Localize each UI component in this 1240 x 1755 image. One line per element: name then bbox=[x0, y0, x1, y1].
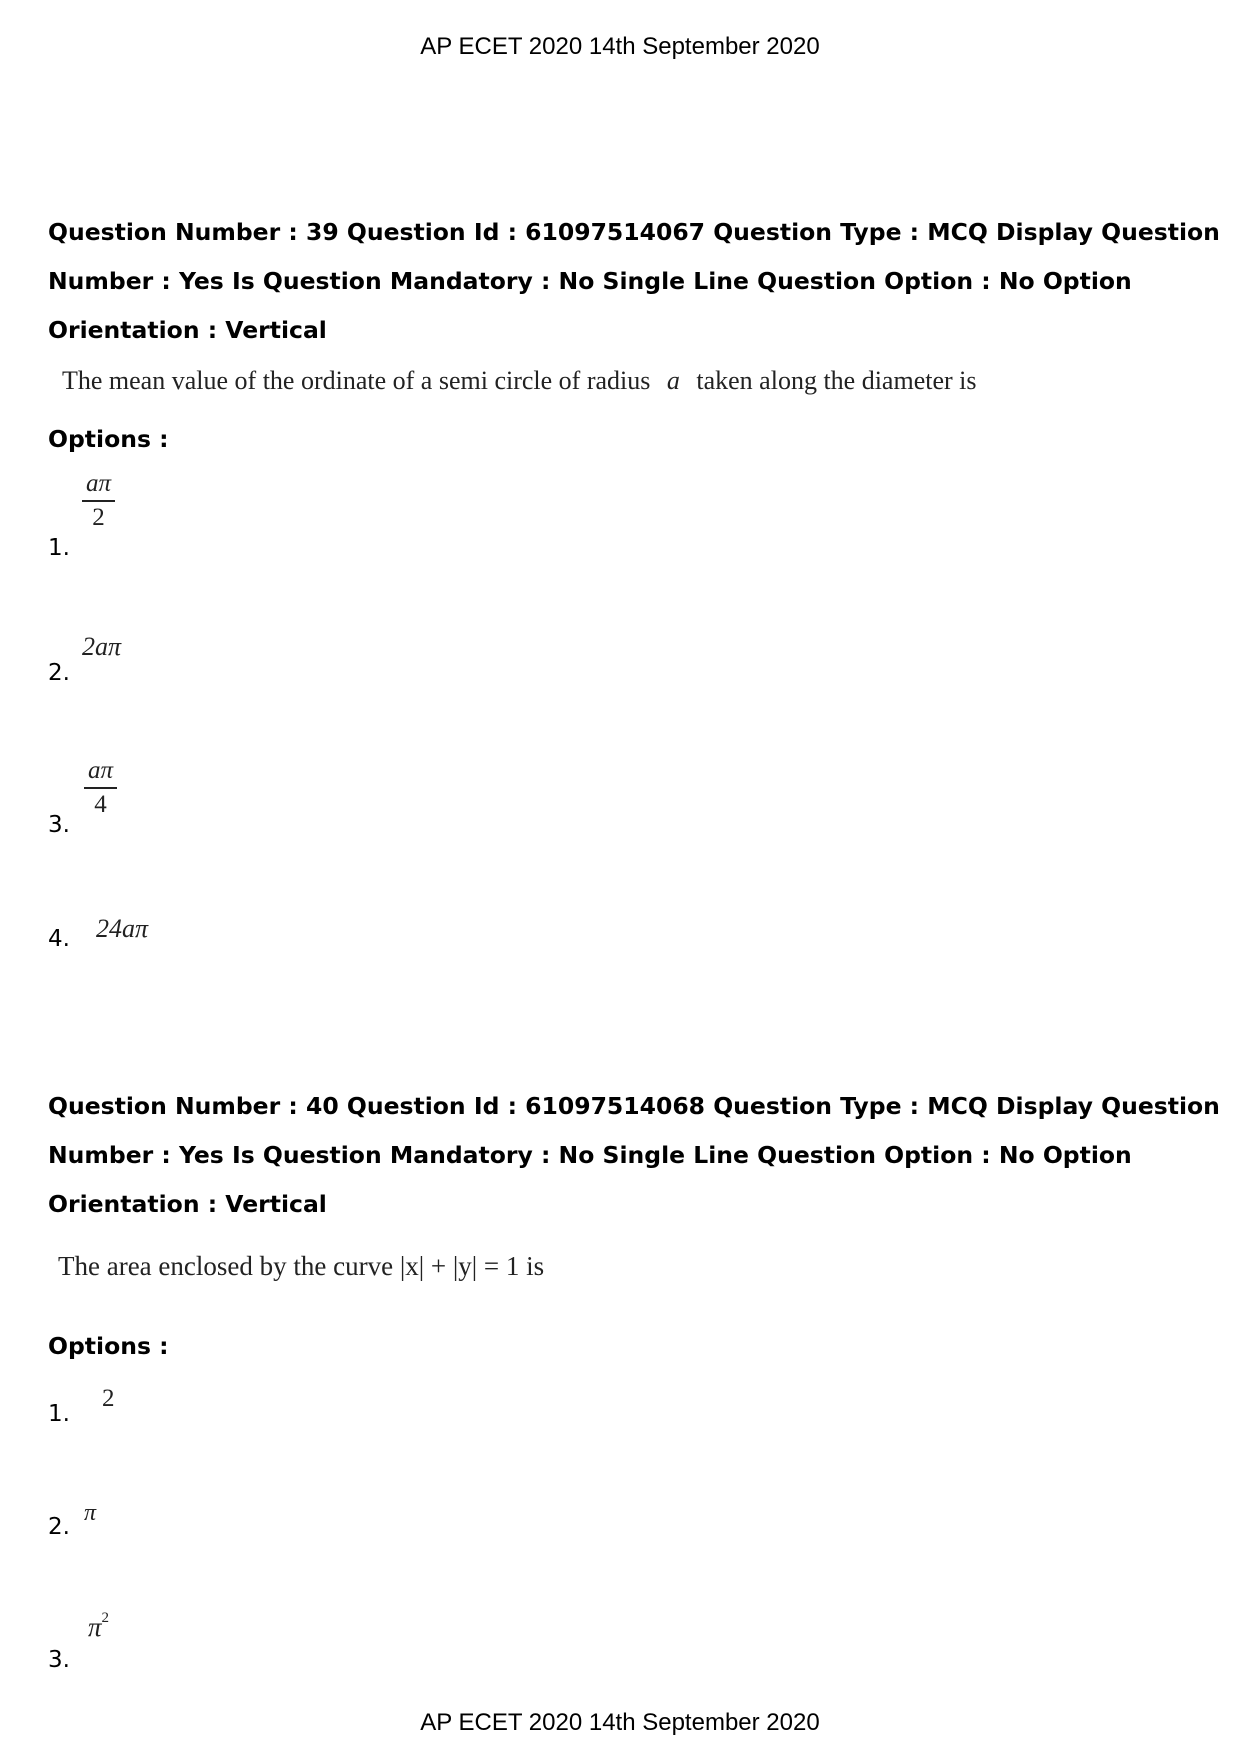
options-label: Options : bbox=[48, 425, 169, 453]
fraction-numerator: aπ bbox=[86, 470, 112, 497]
question-40-text: The area enclosed by the curve |x| + |y| = 1 is bbox=[58, 1251, 545, 1281]
option-2-value[interactable]: π bbox=[84, 1500, 97, 1526]
question-text-part: taken along the diameter is bbox=[696, 366, 977, 395]
option-number: 3. bbox=[48, 812, 70, 838]
meta-line: Number : Yes Is Question Mandatory : No Single Line Question Option : No Option bbox=[48, 1141, 1132, 1169]
question-39-meta bbox=[48, 208, 1220, 355]
options-label: Options : bbox=[48, 1332, 169, 1360]
fraction-bar bbox=[84, 787, 117, 789]
option-number: 1. bbox=[48, 535, 70, 561]
power-base: π bbox=[88, 1612, 102, 1642]
meta-line: Orientation : Vertical bbox=[48, 1190, 327, 1218]
option-3-fraction[interactable] bbox=[84, 757, 117, 819]
question-variable: a bbox=[666, 366, 680, 395]
meta-line: Orientation : Vertical bbox=[48, 316, 327, 344]
option-number: 2. bbox=[48, 660, 70, 686]
option-1-value[interactable]: 2 bbox=[102, 1385, 115, 1412]
option-number: 4. bbox=[48, 926, 70, 952]
option-number: 2. bbox=[48, 1514, 70, 1540]
option-number: 1. bbox=[48, 1401, 70, 1427]
meta-line: Number : Yes Is Question Mandatory : No Single Line Question Option : No Option bbox=[48, 267, 1132, 295]
question-40-meta bbox=[48, 1082, 1220, 1229]
option-1-fraction[interactable] bbox=[82, 470, 115, 532]
meta-line: Question Number : 39 Question Id : 61097514067 Question Type : MCQ Display Question bbox=[48, 218, 1220, 246]
fraction-denominator: 2 bbox=[92, 504, 105, 531]
question-39-text bbox=[62, 366, 977, 396]
fraction-bar bbox=[82, 500, 115, 502]
fraction-numerator: aπ bbox=[88, 757, 114, 784]
page-header: AP ECET 2020 14th September 2020 bbox=[420, 33, 820, 60]
option-2-value[interactable]: 2aπ bbox=[82, 632, 122, 661]
meta-line: Question Number : 40 Question Id : 61097514068 Question Type : MCQ Display Question bbox=[48, 1092, 1220, 1120]
option-3-value[interactable] bbox=[88, 1610, 109, 1643]
question-text-part: The mean value of the ordinate of a semi circle of radius bbox=[62, 366, 651, 395]
page-footer: AP ECET 2020 14th September 2020 bbox=[420, 1709, 820, 1736]
option-4-value[interactable]: 24aπ bbox=[96, 914, 149, 943]
fraction-denominator: 4 bbox=[94, 791, 107, 818]
power-exponent: 2 bbox=[101, 1610, 110, 1626]
option-number: 3. bbox=[48, 1647, 70, 1673]
